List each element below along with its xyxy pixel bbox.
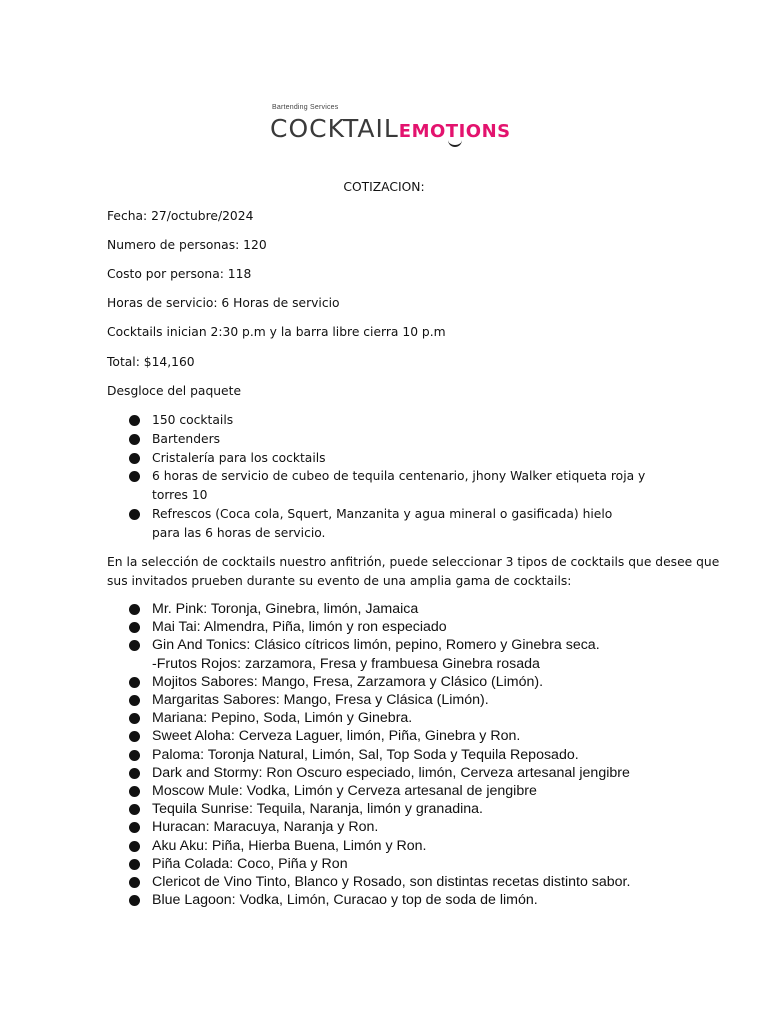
- list-item: Sweet Aloha: Cerveza Laguer, limón, Piña, Ginebra y Ron.: [107, 727, 667, 745]
- logo-brand-part1: COCKTAIL: [270, 114, 399, 143]
- logo-tagline: Bartending Services: [272, 104, 339, 111]
- list-item: 150 cocktails: [107, 411, 667, 430]
- list-item: Aku Aku: Piña, Hierba Buena, Limón y Ron.: [107, 837, 667, 855]
- list-item: Mojitos Sabores: Mango, Fresa, Zarzamora y Clásico (Limón).: [107, 673, 667, 691]
- list-item: Cristalería para los cocktails: [107, 449, 667, 468]
- logo-wordmark: [270, 114, 511, 143]
- list-item: Clericot de Vino Tinto, Blanco y Rosado, son distintas recetas distinto sabor.: [107, 873, 637, 891]
- field-personas: Numero de personas: 120: [107, 238, 267, 252]
- list-item: Moscow Mule: Vodka, Limón y Cerveza artesanal de jengibre: [107, 782, 667, 800]
- logo-brand-part2: EMOTIONS: [398, 121, 511, 142]
- list-item: 6 horas de servicio de cubeo de tequila centenario, jhony Walker etiqueta roja y torres 10: [107, 467, 667, 505]
- list-item: Mai Tai: Almendra, Piña, limón y ron especiado: [107, 618, 667, 636]
- package-list: [107, 411, 667, 543]
- list-item: Refrescos (Coca cola, Squert, Manzanita y agua mineral o gasificada) hielo para las 6 horas de servicio.: [107, 505, 627, 543]
- list-item: Paloma: Toronja Natural, Limón, Sal, Top Soda y Tequila Reposado.: [107, 746, 667, 764]
- document-title: COTIZACION:: [343, 180, 425, 194]
- intro-line-1: En la selección de cocktails nuestro anfitrión, puede seleccionar 3 tipos de cocktails que desee que: [107, 555, 720, 569]
- cocktail-gin: Gin And Tonics: Clásico cítricos limón, pepino, Romero y Ginebra seca.: [152, 637, 600, 654]
- list-item: Dark and Stormy: Ron Oscuro especiado, limón, Cerveza artesanal jengibre: [107, 764, 667, 782]
- field-total: Total: $14,160: [107, 355, 195, 369]
- field-costo: Costo por persona: 118: [107, 267, 252, 281]
- field-horas: Horas de servicio: 6 Horas de servicio: [107, 296, 340, 310]
- list-item: Huracan: Maracuya, Naranja y Ron.: [107, 818, 667, 836]
- cocktail-gin-sub: -Frutos Rojos: zarzamora, Fresa y frambuesa Ginebra rosada: [152, 655, 540, 672]
- list-item: Mariana: Pepino, Soda, Limón y Ginebra.: [107, 709, 667, 727]
- list-item: Bartenders: [107, 430, 667, 449]
- company-logo: [270, 104, 510, 150]
- list-item: Margaritas Sabores: Mango, Fresa y Clásica (Limón).: [107, 691, 667, 709]
- field-fecha: Fecha: 27/octubre/2024: [107, 209, 254, 223]
- cocktail-list: [107, 600, 667, 909]
- list-item: [107, 636, 667, 672]
- field-horario: Cocktails inician 2:30 p.m y la barra libre cierra 10 p.m: [107, 325, 446, 339]
- list-item: Mr. Pink: Toronja, Ginebra, limón, Jamaica: [107, 600, 667, 618]
- list-item: Piña Colada: Coco, Piña y Ron: [107, 855, 667, 873]
- list-item: Blue Lagoon: Vodka, Limón, Curacao y top de soda de limón.: [107, 891, 667, 909]
- list-item: Tequila Sunrise: Tequila, Naranja, limón y granadina.: [107, 800, 667, 818]
- field-desglose: Desgloce del paquete: [107, 384, 242, 398]
- intro-line-2: sus invitados prueben durante su evento de una amplia gama de cocktails:: [107, 574, 572, 588]
